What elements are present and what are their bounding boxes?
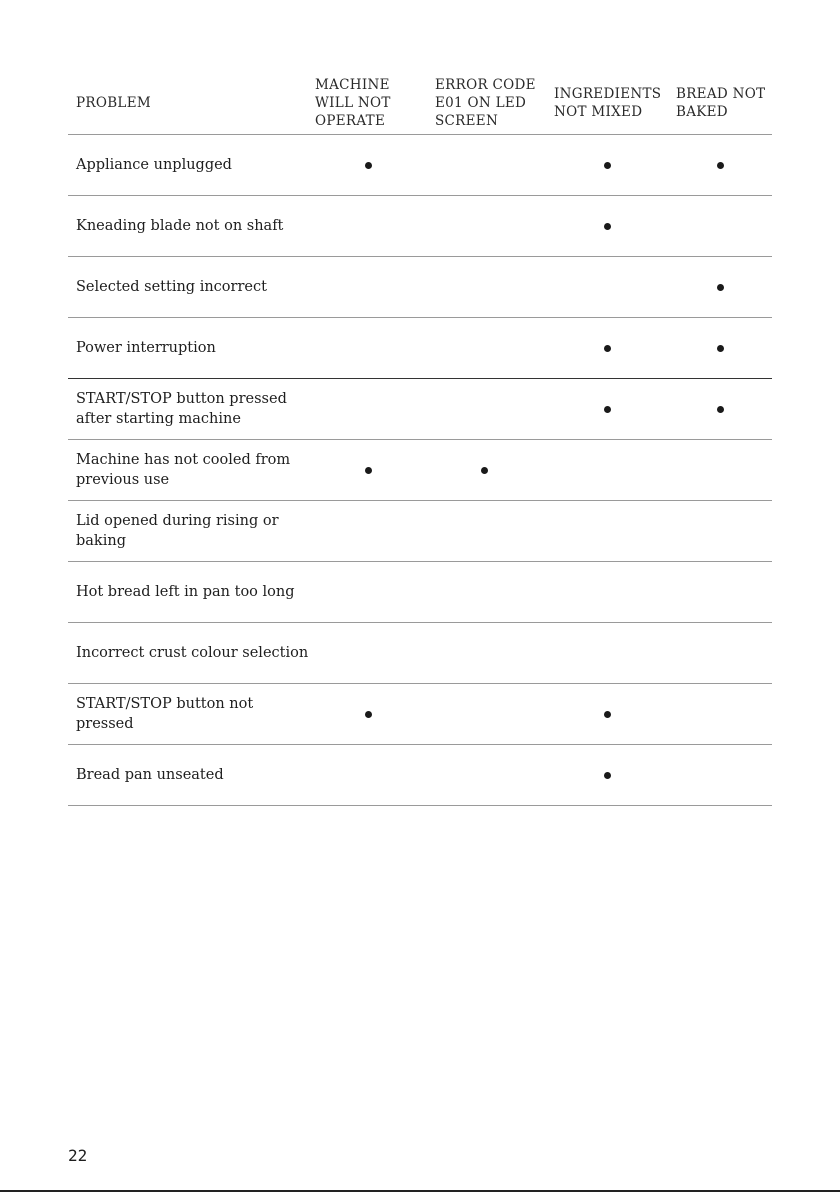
problem-label: Selected setting incorrect (76, 278, 267, 295)
table-row (68, 684, 772, 745)
table-row (68, 562, 772, 623)
table-row (68, 318, 772, 379)
bullet-mark (717, 284, 724, 291)
problem-label: Bread pan unseated (76, 766, 224, 783)
bullet-mark (717, 345, 724, 352)
header-error-code-e01: ERROR CODE E01 ON LED SCREEN (435, 77, 536, 129)
problem-label: Appliance unplugged (76, 156, 232, 173)
table-row (68, 745, 772, 806)
bullet-mark (365, 467, 372, 474)
page-number: 22 (68, 1146, 88, 1165)
problem-label: Hot bread left in pan too long (76, 583, 295, 600)
table-row (68, 196, 772, 257)
header-problem: PROBLEM (76, 95, 151, 111)
table-row (68, 379, 772, 440)
problem-label: Machine has not cooled from previous use (76, 451, 291, 488)
header-machine-will-not-operate: MACHINE WILL NOT OPERATE (315, 77, 391, 129)
bullet-mark (604, 345, 611, 352)
table-row (68, 257, 772, 318)
bullet-mark (604, 711, 611, 718)
problem-label: START/STOP button pressed after starting machine (76, 390, 287, 427)
table-row (68, 501, 772, 562)
bullet-mark (481, 467, 488, 474)
bullet-mark (365, 711, 372, 718)
bullet-mark (604, 772, 611, 779)
table-header-row (68, 72, 772, 135)
problem-label: START/STOP button not pressed (76, 695, 254, 732)
problem-label: Kneading blade not on shaft (76, 217, 284, 234)
bullet-mark (717, 162, 724, 169)
bullet-mark (604, 223, 611, 230)
header-bread-not-baked: BREAD NOT BAKED (676, 86, 766, 120)
table-row (68, 440, 772, 501)
bullet-mark (604, 162, 611, 169)
table-row (68, 135, 772, 196)
bullet-mark (365, 162, 372, 169)
header-ingredients-not-mixed: INGREDIENTS NOT MIXED (554, 86, 662, 120)
problem-label: Lid opened during rising or baking (76, 512, 279, 549)
table-body (68, 135, 772, 806)
troubleshooting-table (68, 72, 772, 806)
bullet-mark (717, 406, 724, 413)
table-row (68, 623, 772, 684)
problem-label: Power interruption (76, 339, 216, 356)
bullet-mark (604, 406, 611, 413)
problem-label: Incorrect crust colour selection (76, 644, 309, 661)
